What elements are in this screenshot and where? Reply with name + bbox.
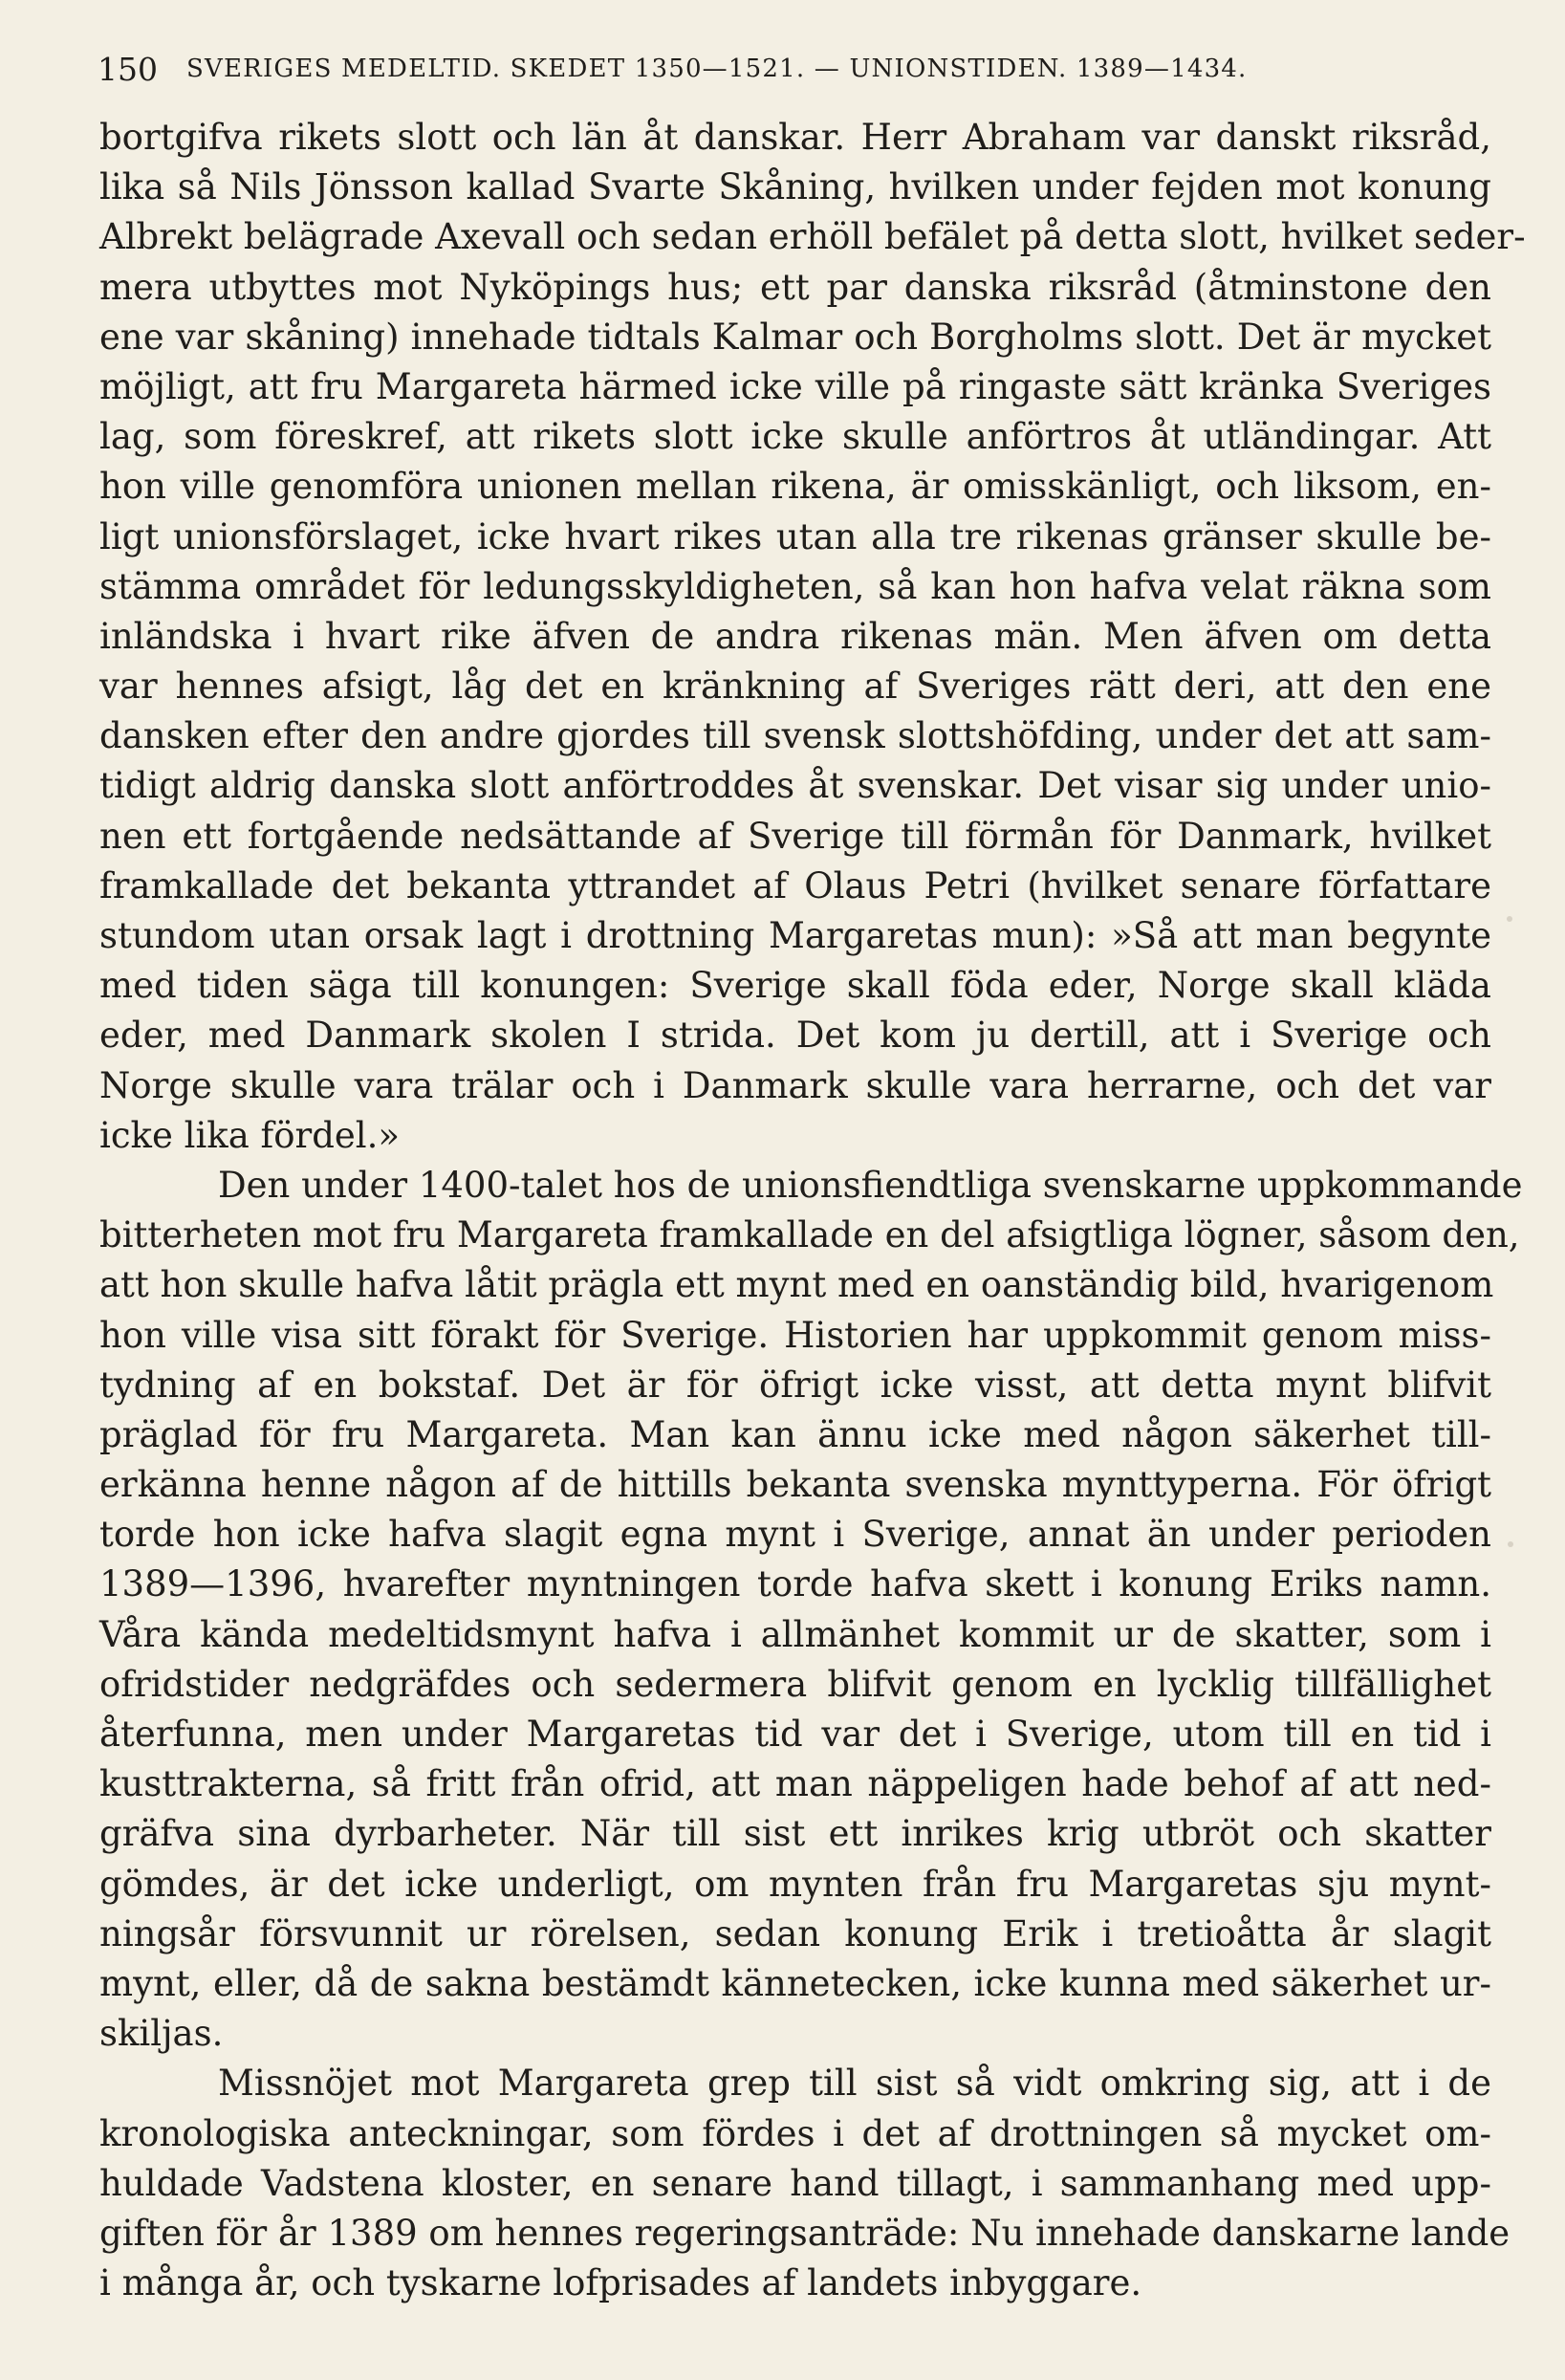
text-line: nen ett fortgående nedsättande af Sverige till förmån för Danmark, hvilket — [99, 815, 1491, 857]
text-line: var hennes afsigt, låg det en kränkning af Sveriges rätt deri, att den ene — [99, 666, 1491, 708]
text-line: Den under 1400-talet hos de unionsfiendtliga svenskarne uppkommande — [218, 1164, 1523, 1206]
paper-speck — [1508, 1541, 1513, 1547]
text-line: kronologiska anteckningar, som fördes i det af drottningen så mycket om- — [99, 2112, 1491, 2154]
paper-speck — [1507, 916, 1512, 922]
text-line: möjligt, att fru Margareta härmed icke ville på ringaste sätt kränka Sveriges — [99, 365, 1491, 407]
text-line: präglad för fru Margareta. Man kan ännu icke med någon säkerhet till- — [99, 1413, 1491, 1455]
text-line: kusttrakterna, så fritt från ofrid, att man näppeligen hade behof af att ned- — [99, 1763, 1491, 1805]
text-line: mynt, eller, då de sakna bestämdt kännetecken, icke kunna med säkerhet ur- — [99, 1962, 1491, 2004]
text-line: hon ville visa sitt förakt för Sverige. Historien har uppkommit genom miss- — [99, 1314, 1491, 1356]
text-line: eder, med Danmark skolen I strida. Det kom ju dertill, att i Sverige och — [99, 1015, 1491, 1057]
text-line: Albrekt belägrade Axevall och sedan erhöll befälet på detta slott, hvilket seder- — [99, 216, 1526, 258]
text-line: återfunna, men under Margaretas tid var det i Sverige, utom till en tid i — [99, 1714, 1491, 1755]
text-line: gömdes, är det icke underligt, om mynten från fru Margaretas sju mynt- — [99, 1863, 1491, 1905]
text-line: ningsår försvunnit ur rörelsen, sedan konung Erik i tretioåtta år slagit — [99, 1912, 1491, 1954]
running-head: SVERIGES MEDELTID. SKEDET 1350—1521. — UNIONSTIDEN. 1389—1434. — [186, 55, 1248, 83]
text-line: ofridstider nedgräfdes och sedermera blifvit genom en lycklig tillfällighet — [99, 1663, 1491, 1705]
text-line: dansken efter den andre gjordes till svensk slottshöfding, under det att sam- — [99, 715, 1491, 757]
page-header — [98, 40, 1474, 98]
text-line: giften för år 1389 om hennes regeringsanträde: Nu innehade danskarne lande — [99, 2212, 1511, 2254]
text-line: med tiden säga till konungen: Sverige skall föda eder, Norge skall kläda — [99, 965, 1491, 1007]
text-line: bitterheten mot fru Margareta framkallade en del afsigtliga lögner, såsom den, — [99, 1214, 1520, 1256]
page-number: 150 — [98, 50, 158, 88]
text-line: ene var skåning) innehade tidtals Kalmar och Borgholms slott. Det är mycket — [99, 316, 1491, 358]
text-line: Våra kända medeltidsmynt hafva i allmänhet kommit ur de skatter, som i — [99, 1613, 1491, 1655]
text-line: stämma området för ledungsskyldigheten, så kan hon hafva velat räkna som — [99, 565, 1491, 607]
text-line: tydning af en bokstaf. Det är för öfrigt icke visst, att detta mynt blifvit — [99, 1364, 1491, 1406]
text-line: stundom utan orsak lagt i drottning Margaretas mun): »Så att man begynte — [99, 915, 1491, 956]
text-line: tidigt aldrig danska slott anförtroddes åt svenskar. Det visar sig under unio- — [99, 765, 1491, 807]
text-line: mera utbyttes mot Nyköpings hus; ett par danska riksråd (åtminstone den — [99, 266, 1491, 308]
text-line: skiljas. — [99, 2013, 224, 2055]
text-line: 1389—1396, hvarefter myntningen torde hafva skett i konung Eriks namn. — [99, 1563, 1491, 1605]
text-line: inländska i hvart rike äfven de andra rikenas män. Men äfven om detta — [99, 615, 1491, 657]
text-line: erkänna henne någon af de hittills bekanta svenska mynttyperna. För öfrigt — [99, 1464, 1491, 1506]
text-line: hon ville genomföra unionen mellan rikena, är omisskänligt, och liksom, en- — [99, 466, 1491, 508]
body-text — [99, 113, 1526, 2308]
text-line: framkallade det bekanta yttrandet af Olaus Petri (hvilket senare författare — [99, 864, 1491, 906]
text-line: bortgifva rikets slott och län åt danskar. Herr Abraham var danskt riksråd, — [99, 117, 1491, 158]
text-line: lika så Nils Jönsson kallad Svarte Skåning, hvilken under fejden mot konung — [99, 166, 1491, 208]
text-line: i många år, och tyskarne lofprisades af landets inbyggare. — [99, 2262, 1142, 2304]
text-line: lag, som föreskref, att rikets slott icke skulle anförtros åt utländingar. Att — [99, 416, 1491, 458]
text-line: Missnöjet mot Margareta grep till sist så vidt omkring sig, att i de — [218, 2063, 1491, 2105]
text-line: ligt unionsförslaget, icke hvart rikes utan alla tre rikenas gränser skulle be- — [99, 515, 1491, 557]
text-line: torde hon icke hafva slagit egna mynt i Sverige, annat än under perioden — [99, 1514, 1491, 1556]
text-line: Norge skulle vara trälar och i Danmark skulle vara herrarne, och det var — [99, 1064, 1491, 1106]
text-line: huldade Vadstena kloster, en senare hand tillagt, i sammanhang med upp- — [99, 2162, 1491, 2204]
text-line: att hon skulle hafva låtit prägla ett mynt med en oanständig bild, hvarigenom — [99, 1264, 1494, 1306]
text-line: icke lika fördel.» — [99, 1114, 401, 1156]
text-line: gräfva sina dyrbarheter. När till sist ett inrikes krig utbröt och skatter — [99, 1813, 1491, 1855]
